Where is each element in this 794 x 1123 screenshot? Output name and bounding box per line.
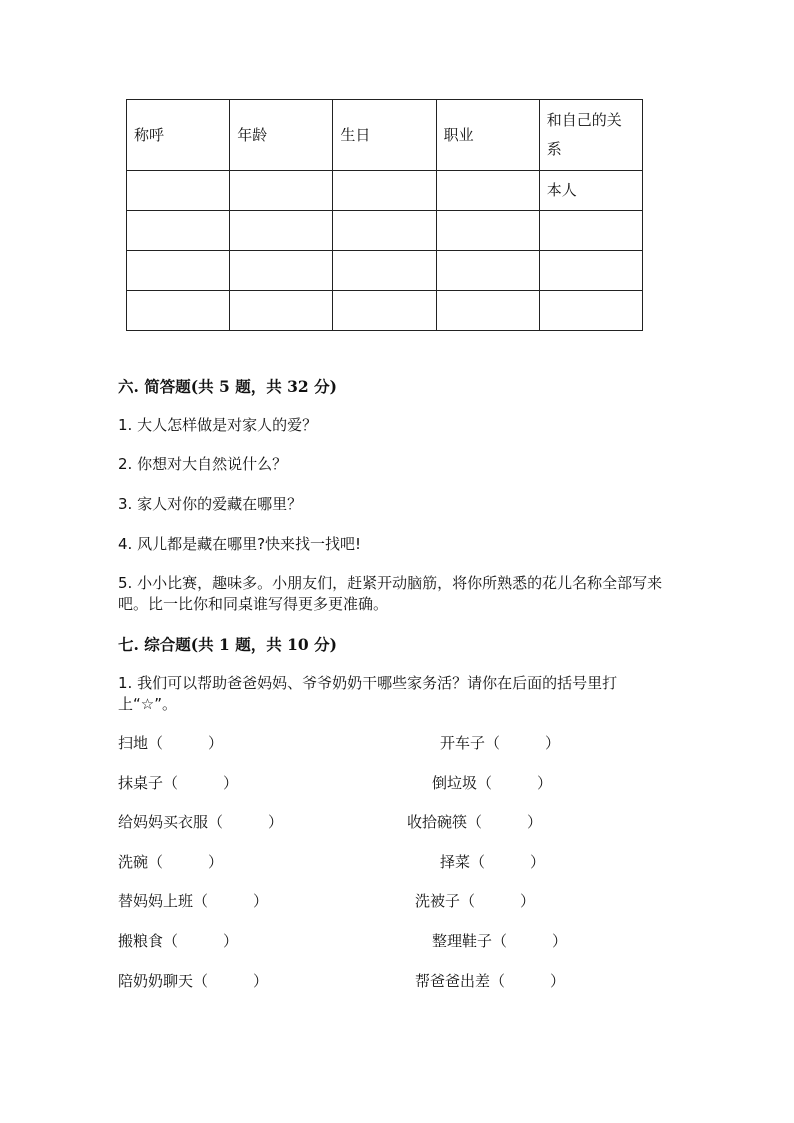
table-cell[interactable] xyxy=(127,211,230,251)
table-cell[interactable] xyxy=(436,211,539,251)
question-3: 3. 家人对你的爱藏在哪里？ xyxy=(118,495,303,513)
question-1: 1. 大人怎样做是对家人的爱？ xyxy=(118,416,318,434)
table-cell[interactable] xyxy=(539,291,642,331)
chore-item[interactable]: 洗被子（ ） xyxy=(415,892,536,910)
table-row xyxy=(127,291,643,331)
header-cell-title: 称呼 xyxy=(127,100,230,171)
table-row xyxy=(127,251,643,291)
chore-item[interactable]: 洗碗（ ） xyxy=(118,853,224,871)
composite-question-1: 1. 我们可以帮助爸爸妈妈、爷爷奶奶干哪些家务活？请你在后面的括号里打上“☆”。 xyxy=(118,674,618,713)
table-cell[interactable] xyxy=(436,251,539,291)
chore-item[interactable]: 给妈妈买衣服（ ） xyxy=(118,813,284,831)
section-7-heading: 七. 综合题(共 1 题，共 10 分) xyxy=(118,635,337,654)
header-cell-relation: 和自己的关系 xyxy=(539,100,642,171)
section-6-heading: 六. 简答题(共 5 题，共 32 分) xyxy=(118,377,337,396)
chore-item[interactable]: 替妈妈上班（ ） xyxy=(118,892,269,910)
question-2: 2. 你想对大自然说什么？ xyxy=(118,455,288,473)
chore-item[interactable]: 搬粮食（ ） xyxy=(118,932,239,950)
table-cell[interactable] xyxy=(436,171,539,211)
table-cell[interactable] xyxy=(333,171,436,211)
chore-item[interactable]: 倒垃圾（ ） xyxy=(432,774,553,792)
header-cell-birthday: 生日 xyxy=(333,100,436,171)
chore-item[interactable]: 抹桌子（ ） xyxy=(118,774,239,792)
question-5: 5. 小小比赛，趣味多。小朋友们，赶紧开动脑筋，将你所熟悉的花儿名称全部写来吧。比一比你和同桌谁写得更多更准确。 xyxy=(118,574,663,613)
chore-item[interactable]: 收拾碗筷（ ） xyxy=(407,813,543,831)
header-cell-age: 年龄 xyxy=(230,100,333,171)
table-cell[interactable] xyxy=(230,171,333,211)
chore-item[interactable]: 开车子（ ） xyxy=(440,734,561,752)
table-cell[interactable] xyxy=(230,211,333,251)
chore-item[interactable]: 择菜（ ） xyxy=(440,853,546,871)
chore-item[interactable]: 整理鞋子（ ） xyxy=(432,932,568,950)
table-cell[interactable] xyxy=(127,291,230,331)
table-cell[interactable] xyxy=(127,171,230,211)
table-cell[interactable] xyxy=(333,251,436,291)
table-cell[interactable] xyxy=(230,291,333,331)
table-cell: 本人 xyxy=(539,171,642,211)
table-cell[interactable] xyxy=(333,211,436,251)
table-cell[interactable] xyxy=(333,291,436,331)
chore-item[interactable]: 扫地（ ） xyxy=(118,734,224,752)
table-cell[interactable] xyxy=(230,251,333,291)
table-row xyxy=(127,171,643,211)
table-cell[interactable] xyxy=(539,211,642,251)
table-cell[interactable] xyxy=(127,251,230,291)
table-cell[interactable] xyxy=(539,251,642,291)
table-header-row xyxy=(127,100,643,171)
chore-item[interactable]: 帮爸爸出差（ ） xyxy=(415,972,566,990)
table-cell[interactable] xyxy=(436,291,539,331)
chore-item[interactable]: 陪奶奶聊天（ ） xyxy=(118,972,269,990)
header-cell-job: 职业 xyxy=(436,100,539,171)
family-info-table xyxy=(126,99,643,331)
question-4: 4. 风儿都是藏在哪里?快来找一找吧! xyxy=(118,535,362,553)
table-row xyxy=(127,211,643,251)
